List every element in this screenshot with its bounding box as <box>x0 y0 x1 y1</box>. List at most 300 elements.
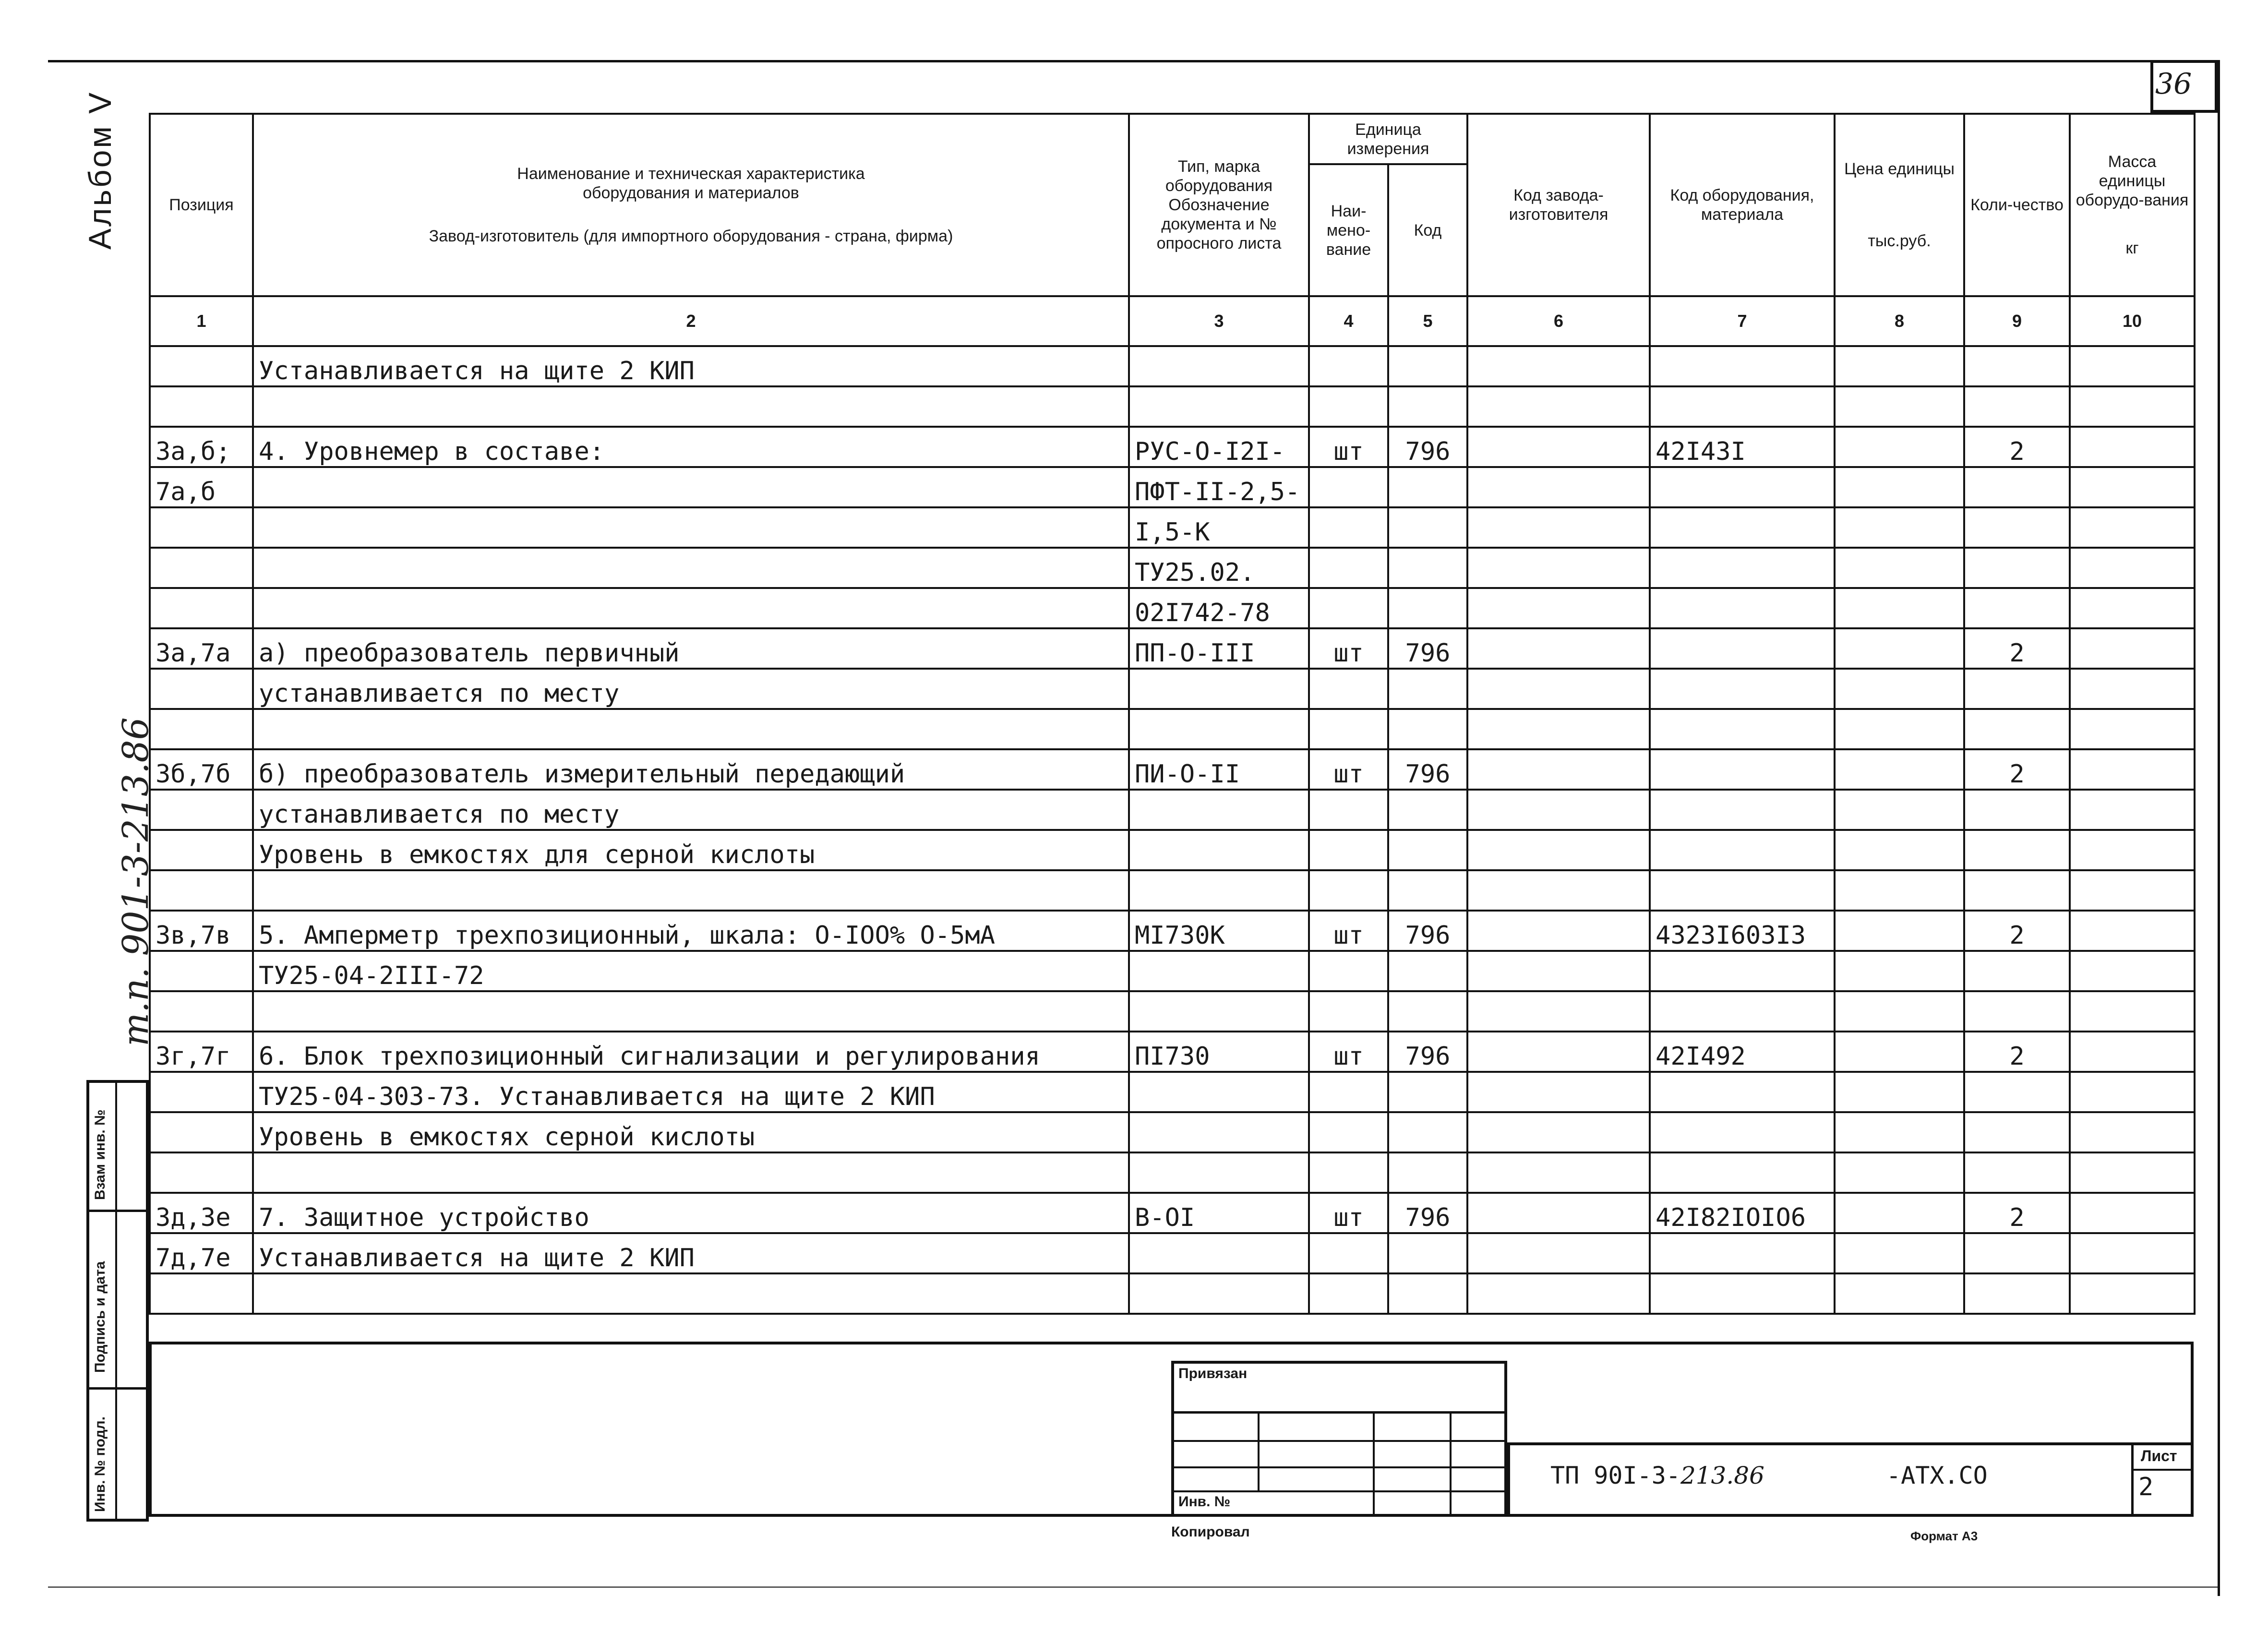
table-cell-col-3 <box>1129 1072 1309 1112</box>
table-cell-col-4 <box>1309 790 1388 830</box>
column-number: 5 <box>1388 296 1467 346</box>
table-cell-col-6 <box>1467 1233 1650 1273</box>
table-cell-col-10 <box>2070 951 2195 991</box>
table-cell-col-6 <box>1467 1112 1650 1152</box>
column-number: 10 <box>2070 296 2195 346</box>
table-cell-col-5: 796 <box>1388 1032 1467 1072</box>
table-row <box>150 588 2195 628</box>
document-code <box>1550 1462 1764 1489</box>
table-cell-col-1: 3б,7б <box>150 749 253 790</box>
table-body <box>150 346 2195 1314</box>
privyazan-divider <box>1171 1411 1507 1414</box>
stamp-podpis-data: Подпись и дата <box>92 1261 108 1373</box>
table-row <box>150 548 2195 588</box>
table-cell-col-9 <box>1964 1273 2070 1314</box>
table-cell-col-7 <box>1650 1273 1835 1314</box>
table-row <box>150 790 2195 830</box>
table-row <box>150 346 2195 386</box>
table-cell-col-5 <box>1388 507 1467 548</box>
table-cell-col-6 <box>1467 467 1650 507</box>
table-cell-col-7 <box>1650 588 1835 628</box>
table-cell-col-5: 796 <box>1388 1193 1467 1233</box>
side-stamp-divider <box>86 1210 149 1212</box>
table-cell-col-3 <box>1129 1112 1309 1152</box>
table-cell-col-10 <box>2070 709 2195 749</box>
table-cell-col-1 <box>150 507 253 548</box>
column-number: 3 <box>1129 296 1309 346</box>
table-cell-col-5 <box>1388 951 1467 991</box>
table-cell-col-9 <box>1964 1152 2070 1193</box>
table-cell-col-7 <box>1650 346 1835 386</box>
table-cell-col-3: I,5-К <box>1129 507 1309 548</box>
table-row <box>150 1032 2195 1072</box>
table-cell-col-5 <box>1388 1273 1467 1314</box>
list-box-divider <box>2131 1442 2134 1517</box>
table-cell-col-6 <box>1467 709 1650 749</box>
stamp-inv-podl: Инв. № подл. <box>92 1416 108 1512</box>
table-cell-col-2: б) преобразователь измерительный передающий <box>253 749 1129 790</box>
table-cell-col-1 <box>150 1072 253 1112</box>
table-cell-col-9 <box>1964 709 2070 749</box>
table-cell-col-1: 7д,7е <box>150 1233 253 1273</box>
format-label: Формат А3 <box>1910 1529 1978 1543</box>
table-cell-col-8 <box>1835 991 1964 1032</box>
table-cell-col-8 <box>1835 951 1964 991</box>
table-cell-col-4: шт <box>1309 1032 1388 1072</box>
table-cell-col-1: 3а,б; <box>150 427 253 467</box>
table-cell-col-7: 42I492 <box>1650 1032 1835 1072</box>
table-cell-col-4 <box>1309 346 1388 386</box>
table-cell-col-10 <box>2070 346 2195 386</box>
table-cell-col-2 <box>253 386 1129 427</box>
table-cell-col-2: Устанавливается на щите 2 КИП <box>253 1233 1129 1273</box>
table-cell-col-2 <box>253 709 1129 749</box>
header-mass-label: Масса единицы оборудо-вания <box>2076 153 2189 209</box>
table-cell-col-4 <box>1309 1112 1388 1152</box>
table-cell-col-1 <box>150 1273 253 1314</box>
table-cell-col-8 <box>1835 1112 1964 1152</box>
table-cell-col-2 <box>253 548 1129 588</box>
table-cell-col-5 <box>1388 386 1467 427</box>
table-cell-col-2: Устанавливается на щите 2 КИП <box>253 346 1129 386</box>
table-cell-col-2: ТУ25-04-2III-72 <box>253 951 1129 991</box>
table-cell-col-3: ПИ-О-II <box>1129 749 1309 790</box>
table-row <box>150 386 2195 427</box>
table-cell-col-8 <box>1835 628 1964 669</box>
table-cell-col-4 <box>1309 386 1388 427</box>
album-label: Альбом V <box>82 90 118 250</box>
table-row <box>150 911 2195 951</box>
table-cell-col-6 <box>1467 951 1650 991</box>
table-cell-col-9 <box>1964 790 2070 830</box>
column-number-row <box>150 296 2195 346</box>
table-cell-col-8 <box>1835 588 1964 628</box>
table-cell-col-9: 2 <box>1964 1032 2070 1072</box>
table-cell-col-3 <box>1129 709 1309 749</box>
header-name-line3: Завод-изготовитель (для импортного оборудования - страна, фирма) <box>429 227 953 245</box>
side-stamp-divider <box>86 1387 149 1390</box>
header-price-unit: тыс.руб. <box>1868 232 1931 250</box>
table-cell-col-9 <box>1964 588 2070 628</box>
header-mass-unit: кг <box>2125 239 2139 257</box>
table-cell-col-10 <box>2070 507 2195 548</box>
table-cell-col-10 <box>2070 588 2195 628</box>
table-cell-col-3 <box>1129 830 1309 870</box>
table-cell-col-5: 796 <box>1388 427 1467 467</box>
list-box-divider <box>2131 1469 2194 1471</box>
table-cell-col-1: 7а,б <box>150 467 253 507</box>
table-cell-col-6 <box>1467 911 1650 951</box>
table-cell-col-1 <box>150 1112 253 1152</box>
table-cell-col-2: а) преобразователь первичный <box>253 628 1129 669</box>
table-cell-col-7 <box>1650 749 1835 790</box>
table-cell-col-8 <box>1835 1233 1964 1273</box>
table-cell-col-3: РУС-О-I2I- <box>1129 427 1309 467</box>
list-label: Лист <box>2141 1447 2177 1464</box>
table-cell-col-5 <box>1388 1233 1467 1273</box>
table-cell-col-9 <box>1964 548 2070 588</box>
table-cell-col-9: 2 <box>1964 1193 2070 1233</box>
table-cell-col-6 <box>1467 1152 1650 1193</box>
table-cell-col-2: устанавливается по месту <box>253 669 1129 709</box>
table-cell-col-8 <box>1835 1273 1964 1314</box>
table-cell-col-2 <box>253 1152 1129 1193</box>
table-cell-col-6 <box>1467 870 1650 911</box>
table-cell-col-2 <box>253 870 1129 911</box>
table-cell-col-4 <box>1309 507 1388 548</box>
table-cell-col-9 <box>1964 951 2070 991</box>
header-unit: Единица измерения <box>1309 114 1467 164</box>
table-cell-col-7 <box>1650 870 1835 911</box>
privyazan-divider <box>1171 1490 1507 1492</box>
table-cell-col-6 <box>1467 507 1650 548</box>
table-cell-col-2: ТУ25-04-303-73. Устанавливается на щите 2 КИП <box>253 1072 1129 1112</box>
table-cell-col-2: 4. Уровнемер в составе: <box>253 427 1129 467</box>
table-cell-col-3 <box>1129 870 1309 911</box>
table-cell-col-1 <box>150 709 253 749</box>
table-cell-col-6 <box>1467 346 1650 386</box>
table-cell-col-7 <box>1650 386 1835 427</box>
table-cell-col-9 <box>1964 870 2070 911</box>
table-cell-col-4 <box>1309 548 1388 588</box>
table-cell-col-3: ПI730 <box>1129 1032 1309 1072</box>
table-cell-col-1 <box>150 1152 253 1193</box>
table-cell-col-3 <box>1129 1233 1309 1273</box>
header-price-label: Цена единицы <box>1844 160 1955 178</box>
table-cell-col-3: ПП-О-III <box>1129 628 1309 669</box>
table-cell-col-9: 2 <box>1964 911 2070 951</box>
table-cell-col-2 <box>253 467 1129 507</box>
table-cell-col-5 <box>1388 1112 1467 1152</box>
table-cell-col-10 <box>2070 628 2195 669</box>
table-cell-col-4 <box>1309 991 1388 1032</box>
table-cell-col-1 <box>150 830 253 870</box>
table-cell-col-6 <box>1467 548 1650 588</box>
table-cell-col-1 <box>150 548 253 588</box>
column-number: 6 <box>1467 296 1650 346</box>
specification-table <box>149 113 2196 1315</box>
table-row <box>150 951 2195 991</box>
table-cell-col-10 <box>2070 991 2195 1032</box>
table-row <box>150 709 2195 749</box>
table-cell-col-1: 3д,3е <box>150 1193 253 1233</box>
header-quantity: Коли-чество <box>1964 114 2070 296</box>
header-unit-code: Код <box>1388 164 1467 296</box>
sheet-number: 36 <box>2155 67 2192 101</box>
table-cell-col-7 <box>1650 709 1835 749</box>
table-cell-col-5 <box>1388 669 1467 709</box>
top-frame-line <box>48 60 2218 62</box>
table-cell-col-7 <box>1650 991 1835 1032</box>
table-cell-col-1: 3г,7г <box>150 1032 253 1072</box>
table-cell-col-9 <box>1964 669 2070 709</box>
table-cell-col-4 <box>1309 870 1388 911</box>
table-cell-col-10 <box>2070 467 2195 507</box>
table-cell-col-7: 4323I603I3 <box>1650 911 1835 951</box>
table-cell-col-9: 2 <box>1964 427 2070 467</box>
table-cell-col-10 <box>2070 1152 2195 1193</box>
column-number: 7 <box>1650 296 1835 346</box>
table-cell-col-7 <box>1650 1152 1835 1193</box>
table-cell-col-4 <box>1309 1273 1388 1314</box>
table-cell-col-9 <box>1964 507 2070 548</box>
table-cell-col-10 <box>2070 1072 2195 1112</box>
table-cell-col-8 <box>1835 1072 1964 1112</box>
table-cell-col-6 <box>1467 790 1650 830</box>
table-row <box>150 830 2195 870</box>
table-cell-col-6 <box>1467 749 1650 790</box>
list-value: 2 <box>2138 1473 2154 1501</box>
table-cell-col-8 <box>1835 749 1964 790</box>
table-cell-col-2: Уровень в емкостях серной кислоты <box>253 1112 1129 1152</box>
table-cell-col-5 <box>1388 1072 1467 1112</box>
table-cell-col-4 <box>1309 1233 1388 1273</box>
table-cell-col-10 <box>2070 870 2195 911</box>
header-row <box>150 114 2195 164</box>
table-cell-col-5 <box>1388 870 1467 911</box>
table-cell-col-5 <box>1388 588 1467 628</box>
table-cell-col-1 <box>150 870 253 911</box>
table-cell-col-2 <box>253 1273 1129 1314</box>
table-cell-col-8 <box>1835 1193 1964 1233</box>
table-cell-col-7 <box>1650 830 1835 870</box>
privyazan-divider <box>1258 1411 1260 1490</box>
table-cell-col-6 <box>1467 1273 1650 1314</box>
table-row <box>150 1072 2195 1112</box>
table-cell-col-5 <box>1388 1152 1467 1193</box>
table-cell-col-4 <box>1309 830 1388 870</box>
table-cell-col-4: шт <box>1309 749 1388 790</box>
table-cell-col-7: 42I82IОIО6 <box>1650 1193 1835 1233</box>
table-cell-col-2: устанавливается по месту <box>253 790 1129 830</box>
column-number: 9 <box>1964 296 2070 346</box>
table-cell-col-9 <box>1964 991 2070 1032</box>
table-cell-col-6 <box>1467 1193 1650 1233</box>
table-cell-col-10 <box>2070 427 2195 467</box>
table-cell-col-1 <box>150 346 253 386</box>
table-cell-col-3 <box>1129 346 1309 386</box>
table-cell-col-9 <box>1964 386 2070 427</box>
table-cell-col-9 <box>1964 830 2070 870</box>
table-cell-col-4 <box>1309 1152 1388 1193</box>
table-cell-col-7 <box>1650 1112 1835 1152</box>
table-cell-col-6 <box>1467 991 1650 1032</box>
table-row <box>150 1193 2195 1233</box>
table-cell-col-7 <box>1650 1072 1835 1112</box>
table-cell-col-9: 2 <box>1964 749 2070 790</box>
table-row <box>150 467 2195 507</box>
table-cell-col-4 <box>1309 951 1388 991</box>
table-cell-col-5 <box>1388 991 1467 1032</box>
table-cell-col-1 <box>150 790 253 830</box>
right-frame-line <box>2218 60 2220 1596</box>
side-stamp-divider <box>115 1080 117 1522</box>
header-name-line2: оборудования и материалов <box>583 184 799 202</box>
column-number: 2 <box>253 296 1129 346</box>
table-cell-col-4 <box>1309 1072 1388 1112</box>
document-code-typed: ТП 90I-3- <box>1550 1462 1680 1489</box>
table-cell-col-2: 6. Блок трехпозиционный сигнализации и регулирования <box>253 1032 1129 1072</box>
table-cell-col-10 <box>2070 1112 2195 1152</box>
table-cell-col-9 <box>1964 1112 2070 1152</box>
table-cell-col-8 <box>1835 427 1964 467</box>
column-number: 4 <box>1309 296 1388 346</box>
table-cell-col-10 <box>2070 830 2195 870</box>
header-name-line1: Наименование и техническая характеристика <box>517 165 865 183</box>
table-cell-col-8 <box>1835 669 1964 709</box>
table-cell-col-5 <box>1388 346 1467 386</box>
table-row <box>150 669 2195 709</box>
table-cell-col-9 <box>1964 1072 2070 1112</box>
header-mass <box>2070 114 2195 296</box>
table-cell-col-10 <box>2070 911 2195 951</box>
table-cell-col-1 <box>150 991 253 1032</box>
table-cell-col-3: ПФТ-II-2,5- <box>1129 467 1309 507</box>
table-cell-col-6 <box>1467 1072 1650 1112</box>
table-cell-col-9: 2 <box>1964 628 2070 669</box>
table-row <box>150 427 2195 467</box>
privyazan-divider <box>1171 1466 1507 1468</box>
document-suffix: -АТХ.СО <box>1886 1462 1988 1489</box>
table-cell-col-5 <box>1388 709 1467 749</box>
table-cell-col-5 <box>1388 548 1467 588</box>
table-cell-col-9 <box>1964 1233 2070 1273</box>
column-number: 1 <box>150 296 253 346</box>
table-cell-col-8 <box>1835 548 1964 588</box>
table-cell-col-9 <box>1964 346 2070 386</box>
table-cell-col-1 <box>150 951 253 991</box>
table-cell-col-2 <box>253 507 1129 548</box>
table-cell-col-3 <box>1129 386 1309 427</box>
table-row <box>150 991 2195 1032</box>
table-cell-col-3 <box>1129 951 1309 991</box>
privyazan-label: Привязан <box>1178 1366 1248 1381</box>
table-cell-col-5 <box>1388 830 1467 870</box>
table-cell-col-3: В-ОI <box>1129 1193 1309 1233</box>
table-cell-col-7 <box>1650 467 1835 507</box>
table-cell-col-6 <box>1467 628 1650 669</box>
header-position: Позиция <box>150 114 253 296</box>
table-cell-col-7 <box>1650 628 1835 669</box>
table-cell-col-7 <box>1650 548 1835 588</box>
table-cell-col-4 <box>1309 709 1388 749</box>
inv-no-label: Инв. № <box>1178 1494 1231 1510</box>
table-cell-col-4 <box>1309 467 1388 507</box>
table-cell-col-5 <box>1388 790 1467 830</box>
table-row <box>150 870 2195 911</box>
privyazan-divider <box>1450 1411 1452 1517</box>
header-unit-name: Наи-мено-вание <box>1309 164 1388 296</box>
table-row <box>150 1112 2195 1152</box>
column-number: 8 <box>1835 296 1964 346</box>
table-cell-col-8 <box>1835 386 1964 427</box>
table-cell-col-3: 02I742-78 <box>1129 588 1309 628</box>
table-row <box>150 507 2195 548</box>
table-cell-col-6 <box>1467 1032 1650 1072</box>
table-cell-col-5: 796 <box>1388 749 1467 790</box>
table-cell-col-6 <box>1467 830 1650 870</box>
table-cell-col-10 <box>2070 1193 2195 1233</box>
table-row <box>150 749 2195 790</box>
table-row <box>150 628 2195 669</box>
table-cell-col-6 <box>1467 669 1650 709</box>
table-cell-col-1: 3а,7а <box>150 628 253 669</box>
table-cell-col-1 <box>150 669 253 709</box>
table-cell-col-2 <box>253 588 1129 628</box>
table-cell-col-7 <box>1650 669 1835 709</box>
table-cell-col-4: шт <box>1309 1193 1388 1233</box>
table-cell-col-5: 796 <box>1388 911 1467 951</box>
document-code-handwritten: 213.86 <box>1680 1462 1764 1489</box>
table-cell-col-7 <box>1650 507 1835 548</box>
table-cell-col-10 <box>2070 1032 2195 1072</box>
table-cell-col-4: шт <box>1309 628 1388 669</box>
table-cell-col-10 <box>2070 386 2195 427</box>
header-type: Тип, марка оборудования Обозначение документа и № опросного листа <box>1129 114 1309 296</box>
table-cell-col-10 <box>2070 790 2195 830</box>
table-cell-col-8 <box>1835 911 1964 951</box>
kopiroval-label: Копировал <box>1171 1524 1250 1540</box>
privyazan-divider <box>1171 1440 1507 1442</box>
stamp-vzam-inv: Взам инв. № <box>92 1109 108 1200</box>
table-cell-col-10 <box>2070 1273 2195 1314</box>
table-cell-col-3 <box>1129 669 1309 709</box>
table-cell-col-10 <box>2070 548 2195 588</box>
table-cell-col-8 <box>1835 1152 1964 1193</box>
header-price <box>1835 114 1964 296</box>
table-cell-col-8 <box>1835 790 1964 830</box>
table-cell-col-4 <box>1309 669 1388 709</box>
table-cell-col-2: 5. Амперметр трехпозиционный, шкала: О-IОО% О-5мА <box>253 911 1129 951</box>
table-cell-col-8 <box>1835 870 1964 911</box>
privyazan-divider <box>1373 1411 1375 1517</box>
table-cell-col-8 <box>1835 709 1964 749</box>
table-cell-col-4 <box>1309 588 1388 628</box>
handwritten-project-code: т.п. 901-3-213.86 <box>115 717 156 1046</box>
table-cell-col-3: МI730К <box>1129 911 1309 951</box>
table-row <box>150 1152 2195 1193</box>
table-row <box>150 1233 2195 1273</box>
table-cell-col-6 <box>1467 427 1650 467</box>
table-cell-col-10 <box>2070 749 2195 790</box>
table-cell-col-3 <box>1129 790 1309 830</box>
table-cell-col-1: 3в,7в <box>150 911 253 951</box>
table-cell-col-8 <box>1835 346 1964 386</box>
table-cell-col-3 <box>1129 991 1309 1032</box>
table-cell-col-8 <box>1835 830 1964 870</box>
table-cell-col-9 <box>1964 467 2070 507</box>
table-cell-col-2: Уровень в емкостях для серной кислоты <box>253 830 1129 870</box>
